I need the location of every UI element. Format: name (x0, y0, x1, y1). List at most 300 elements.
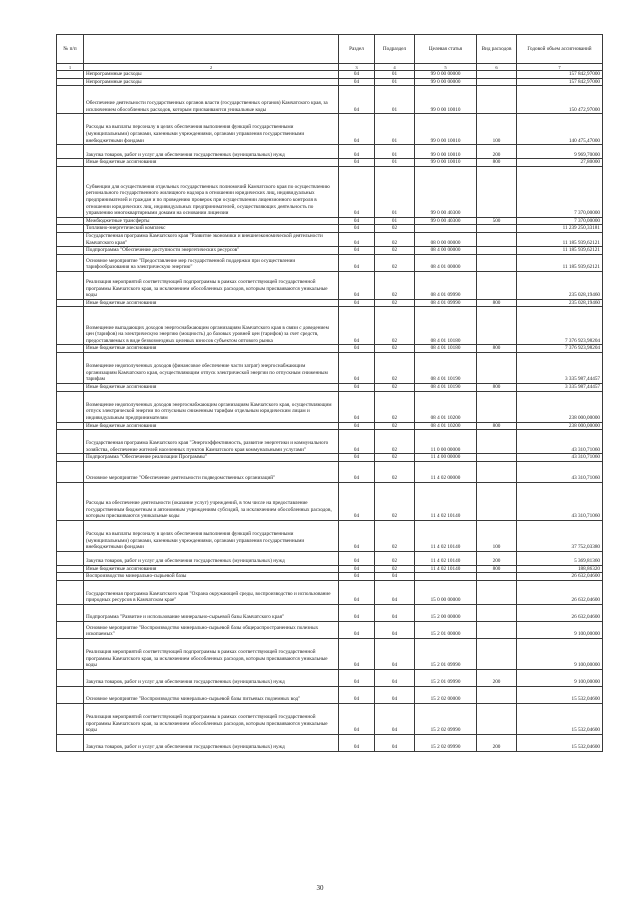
row-sum-cell: 9 100,00000 (517, 638, 603, 669)
row-name-cell: Иные бюджетные ассигнования (84, 345, 339, 353)
column-index: 1 (57, 64, 84, 71)
row-vr-cell (477, 232, 517, 246)
row-sum-cell: 7 376 923,98204 (517, 345, 603, 353)
table-row (57, 430, 603, 454)
row-vr-cell: 800 (477, 383, 517, 391)
row-vr-cell (477, 604, 517, 621)
row-name-cell: Государственная программа Камчатского края "Охрана окружающей среды, воспроизводство и использование природных ресурсов в Камчатском крае" (84, 580, 339, 604)
row-podrazdel-cell: 04 (375, 621, 415, 638)
row-vr-cell: 200 (477, 551, 517, 565)
row-podrazdel-cell: 01 (375, 166, 415, 217)
row-csr-cell: 15 2 00 00000 (415, 604, 477, 621)
row-razdel-cell: 04 (339, 422, 375, 430)
row-num-cell (57, 271, 84, 299)
row-num-cell (57, 391, 84, 422)
header-name (84, 35, 339, 64)
table-row (57, 232, 603, 246)
row-name-cell: Подпрограмма "Обеспечение реализации Программы" (84, 454, 339, 462)
row-vr-cell (477, 391, 517, 422)
row-csr-cell: 11 4 00 00000 (415, 454, 477, 462)
row-sum-cell: 7 370,00000 (517, 166, 603, 217)
row-csr-cell: 15 2 02 09990 (415, 703, 477, 734)
row-vr-cell (477, 461, 517, 482)
row-num-cell (57, 580, 84, 604)
row-sum-cell: 9 100,00000 (517, 669, 603, 686)
row-num-cell (57, 482, 84, 520)
row-csr-cell: 11 0 00 00000 (415, 430, 477, 454)
row-vr-cell (477, 71, 517, 79)
column-index: 7 (517, 64, 603, 71)
row-podrazdel-cell: 04 (375, 604, 415, 621)
row-razdel-cell: 04 (339, 580, 375, 604)
row-num-cell (57, 114, 84, 145)
row-podrazdel-cell: 02 (375, 299, 415, 307)
row-name-cell: Закупка товаров, работ и услуг для обеспечения государственных (муниципальных) нужд (84, 669, 339, 686)
row-name-cell: Государственная программа Камчатского края "Энергоэффективность, развитие энергетики и коммунального хозяйства, обеспечение жителей населенных пунктов Камчатского края коммунальными услугами" (84, 430, 339, 454)
row-num-cell (57, 217, 84, 225)
row-num-cell (57, 573, 84, 581)
row-sum-cell: 150 472,97000 (517, 86, 603, 114)
row-podrazdel-cell: 01 (375, 145, 415, 159)
row-sum-cell: 43 310,71060 (517, 430, 603, 454)
row-csr-cell: 99 0 00 10010 (415, 86, 477, 114)
row-podrazdel-cell: 02 (375, 551, 415, 565)
row-csr-cell: 15 2 02 09990 (415, 734, 477, 751)
row-podrazdel-cell: 02 (375, 254, 415, 271)
row-csr-cell: 11 4 02 10140 (415, 482, 477, 520)
table-row (57, 573, 603, 581)
row-sum-cell: 3 335 987,44457 (517, 352, 603, 383)
header-csr: Целевая статья (415, 35, 477, 64)
row-podrazdel-cell: 02 (375, 225, 415, 233)
row-podrazdel-cell: 02 (375, 565, 415, 573)
row-sum-cell: 11 185 939,62121 (517, 247, 603, 255)
row-csr-cell: 11 4 02 10140 (415, 565, 477, 573)
row-csr-cell: 08 4 01 09990 (415, 299, 477, 307)
row-csr-cell: 99 0 00 40300 (415, 166, 477, 217)
row-vr-cell: 500 (477, 217, 517, 225)
row-csr-cell (415, 225, 477, 233)
row-num-cell (57, 307, 84, 345)
table-row (57, 383, 603, 391)
row-num-cell (57, 604, 84, 621)
row-vr-cell: 100 (477, 520, 517, 551)
column-index-row (57, 64, 603, 71)
row-razdel-cell: 04 (339, 299, 375, 307)
row-razdel-cell: 04 (339, 520, 375, 551)
column-index: 5 (415, 64, 477, 71)
row-vr-cell (477, 307, 517, 345)
row-num-cell (57, 551, 84, 565)
row-name-cell: Реализация мероприятий соответствующей подпрограммы в рамках соответствующей государственной программы Камчатского края, за исключением обособленных расходов, которым присваиваются уникальные коды (84, 271, 339, 299)
row-num-cell (57, 299, 84, 307)
table-row (57, 638, 603, 669)
row-vr-cell (477, 621, 517, 638)
row-razdel-cell: 04 (339, 159, 375, 167)
row-sum-cell: 15 532,04600 (517, 703, 603, 734)
row-razdel-cell: 04 (339, 225, 375, 233)
row-vr-cell: 200 (477, 145, 517, 159)
row-razdel-cell: 04 (339, 254, 375, 271)
row-sum-cell: 9 969,70000 (517, 145, 603, 159)
table-row (57, 299, 603, 307)
row-name-cell: Непрограммные расходы (84, 78, 339, 86)
row-num-cell (57, 621, 84, 638)
row-num-cell (57, 686, 84, 703)
row-name-cell: Возмещение недополученных доходов энергоснабжающим организациям Камчатского края, осуществляющим отпуск электрической энергии по отпускным сниженным тарифам отдельным юридическим лицам и индивидуальным предпринимателям (84, 391, 339, 422)
row-vr-cell: 100 (477, 114, 517, 145)
row-sum-cell: 26 632,04600 (517, 580, 603, 604)
row-name-cell: Субвенции для осуществления отдельных государственных полномочий Камчатского края по осуществлению регионального государственного жилищного надзора в отношении юридических лиц, индивидуальных предпринимателей и граждан и по проведению проверок при осуществлении лицензионного контроля в отношении юридических лиц, индивидуальных предпринимателей, осуществляющих деятельность по управлению многоквартирными домами на основании лицензии (84, 166, 339, 217)
row-sum-cell: 235 028,19460 (517, 271, 603, 299)
row-csr-cell: 15 2 01 00000 (415, 621, 477, 638)
row-name-cell: Воспроизводство минерально-сырьевой базы (84, 573, 339, 581)
row-sum-cell: 3 335 987,44457 (517, 383, 603, 391)
table-row (57, 254, 603, 271)
header-podrazdel: Подраздел (375, 35, 415, 64)
row-razdel-cell: 04 (339, 551, 375, 565)
row-csr-cell: 08 4 01 10200 (415, 422, 477, 430)
row-razdel-cell: 04 (339, 430, 375, 454)
row-sum-cell: 11 239 250,33181 (517, 225, 603, 233)
row-num-cell (57, 78, 84, 86)
row-name-cell: Расходы на выплаты персоналу в целях обеспечения выполнения функций государственными (муниципальными) органами, казенными учреждениями, органами управления государственными внебюджетными фондами (84, 114, 339, 145)
row-vr-cell (477, 573, 517, 581)
row-vr-cell (477, 454, 517, 462)
row-razdel-cell: 04 (339, 686, 375, 703)
row-name-cell: Возмещение недополученных доходов (финансовое обеспечение части затрат) энергоснабжающим организациям Камчатского края, осуществляющим отпуск электрической энергии по отпускным сниженным тарифам (84, 352, 339, 383)
table-row (57, 145, 603, 159)
row-podrazdel-cell: 02 (375, 482, 415, 520)
row-name-cell: Иные бюджетные ассигнования (84, 299, 339, 307)
table-row (57, 669, 603, 686)
row-razdel-cell: 04 (339, 461, 375, 482)
row-csr-cell: 99 0 00 10010 (415, 159, 477, 167)
row-name-cell: Иные бюджетные ассигнования (84, 383, 339, 391)
row-csr-cell: 08 4 00 00000 (415, 247, 477, 255)
table-row (57, 454, 603, 462)
row-csr-cell: 15 2 02 00000 (415, 686, 477, 703)
row-sum-cell: 188,86320 (517, 565, 603, 573)
table-row (57, 114, 603, 145)
row-name-cell: Основное мероприятие "Предоставление мер государственной поддержки при осуществлении тарифообразования на электрическую энергию" (84, 254, 339, 271)
row-vr-cell (477, 580, 517, 604)
table-row (57, 271, 603, 299)
row-csr-cell: 08 4 01 10190 (415, 383, 477, 391)
row-num-cell (57, 734, 84, 751)
row-podrazdel-cell: 01 (375, 86, 415, 114)
table-row (57, 352, 603, 383)
table-row (57, 686, 603, 703)
row-csr-cell: 08 4 01 00000 (415, 254, 477, 271)
header-sum: Годовой объем ассигнований (517, 35, 603, 64)
row-name-cell: Государственная программа Камчатского края "Развитие экономики и внешнеэкономической деятельности Камчатского края" (84, 232, 339, 246)
row-num-cell (57, 352, 84, 383)
table-body (57, 71, 603, 752)
row-sum-cell: 26 632,04600 (517, 604, 603, 621)
row-vr-cell: 200 (477, 669, 517, 686)
table-row (57, 86, 603, 114)
row-csr-cell (415, 573, 477, 581)
row-num-cell (57, 345, 84, 353)
row-sum-cell: 5 369,81360 (517, 551, 603, 565)
row-podrazdel-cell: 04 (375, 638, 415, 669)
row-name-cell: Непрограммные расходы (84, 71, 339, 79)
row-vr-cell (477, 686, 517, 703)
row-csr-cell: 99 0 00 40300 (415, 217, 477, 225)
row-razdel-cell: 04 (339, 232, 375, 246)
row-name-cell: Межбюджетные трансферты (84, 217, 339, 225)
row-num-cell (57, 166, 84, 217)
row-num-cell (57, 461, 84, 482)
row-name-cell: Основное мероприятие "Воспроизводство минерально-сырьевой базы общераспространенных полезных ископаемых" (84, 621, 339, 638)
row-razdel-cell: 04 (339, 565, 375, 573)
row-vr-cell (477, 166, 517, 217)
row-vr-cell (477, 247, 517, 255)
row-name-cell: Основное мероприятие "Воспроизводство минерально-сырьевой базы питьевых подземных вод" (84, 686, 339, 703)
row-name-cell: Обеспечение деятельности государственных органов власти (государственных органов) Камчатского края, за исключением обособленных расходов, которым присваиваются уникальные коды (84, 86, 339, 114)
row-razdel-cell: 04 (339, 86, 375, 114)
row-podrazdel-cell: 02 (375, 520, 415, 551)
row-num-cell (57, 454, 84, 462)
row-sum-cell: 43 310,71060 (517, 482, 603, 520)
table-row (57, 520, 603, 551)
row-podrazdel-cell: 02 (375, 307, 415, 345)
column-index: 2 (84, 64, 339, 71)
table-row (57, 307, 603, 345)
table-row (57, 217, 603, 225)
table-row (57, 345, 603, 353)
row-razdel-cell: 04 (339, 166, 375, 217)
row-razdel-cell: 04 (339, 573, 375, 581)
row-podrazdel-cell: 04 (375, 669, 415, 686)
row-vr-cell (477, 430, 517, 454)
row-sum-cell: 37 752,03380 (517, 520, 603, 551)
row-csr-cell: 08 4 01 09990 (415, 271, 477, 299)
row-num-cell (57, 383, 84, 391)
table-row (57, 391, 603, 422)
row-num-cell (57, 254, 84, 271)
table-row (57, 461, 603, 482)
row-csr-cell: 08 4 01 10190 (415, 352, 477, 383)
row-razdel-cell: 04 (339, 482, 375, 520)
row-razdel-cell: 04 (339, 391, 375, 422)
row-vr-cell (477, 703, 517, 734)
row-razdel-cell: 04 (339, 78, 375, 86)
row-podrazdel-cell: 04 (375, 686, 415, 703)
row-sum-cell: 11 185 939,62121 (517, 232, 603, 246)
row-vr-cell (477, 271, 517, 299)
row-podrazdel-cell: 02 (375, 391, 415, 422)
row-sum-cell: 238 000,00000 (517, 422, 603, 430)
row-razdel-cell: 04 (339, 454, 375, 462)
row-sum-cell: 11 185 939,62121 (517, 254, 603, 271)
row-vr-cell (477, 86, 517, 114)
table-row (57, 422, 603, 430)
page-number: 30 (316, 884, 324, 892)
row-csr-cell: 15 2 01 09990 (415, 669, 477, 686)
row-name-cell: Подпрограмма "Обеспечение доступности энергетических ресурсов" (84, 247, 339, 255)
row-num-cell (57, 520, 84, 551)
row-name-cell: Реализация мероприятий соответствующей подпрограммы в рамках соответствующей государственной программы Камчатского края, за исключением обособленных расходов, которым присваиваются уникальные коды (84, 638, 339, 669)
row-podrazdel-cell: 02 (375, 461, 415, 482)
row-sum-cell: 157 842,97000 (517, 78, 603, 86)
row-razdel-cell: 04 (339, 734, 375, 751)
row-sum-cell: 27,80000 (517, 159, 603, 167)
row-csr-cell: 08 4 01 10180 (415, 345, 477, 353)
row-sum-cell: 43 310,71060 (517, 461, 603, 482)
row-razdel-cell: 04 (339, 383, 375, 391)
row-sum-cell: 157 842,97000 (517, 71, 603, 79)
row-name-cell: Закупка товаров, работ и услуг для обеспечения государственных (муниципальных) нужд (84, 551, 339, 565)
table-row (57, 565, 603, 573)
row-num-cell (57, 232, 84, 246)
row-podrazdel-cell: 04 (375, 573, 415, 581)
table-row (57, 166, 603, 217)
row-sum-cell: 7 370,00000 (517, 217, 603, 225)
row-num-cell (57, 703, 84, 734)
row-sum-cell: 43 310,71060 (517, 454, 603, 462)
row-podrazdel-cell: 02 (375, 352, 415, 383)
row-razdel-cell: 04 (339, 345, 375, 353)
row-num-cell (57, 145, 84, 159)
table-row (57, 580, 603, 604)
row-razdel-cell: 04 (339, 604, 375, 621)
table-row (57, 604, 603, 621)
row-csr-cell: 08 0 00 00000 (415, 232, 477, 246)
row-csr-cell: 08 4 01 10200 (415, 391, 477, 422)
row-num-cell (57, 430, 84, 454)
row-num-cell (57, 225, 84, 233)
row-vr-cell (477, 482, 517, 520)
row-vr-cell: 800 (477, 159, 517, 167)
row-podrazdel-cell: 02 (375, 247, 415, 255)
row-podrazdel-cell: 02 (375, 454, 415, 462)
row-name-cell: Расходы на обеспечение деятельности (оказание услуг) учреждений, в том числе на предоставление государственным бюджетным и автономным учреждениям субсидий, за исключением обособленных расходов, которым присваиваются уникальные коды (84, 482, 339, 520)
row-sum-cell: 15 532,04600 (517, 734, 603, 751)
row-sum-cell: 238 000,00000 (517, 391, 603, 422)
table-row (57, 621, 603, 638)
row-podrazdel-cell: 04 (375, 734, 415, 751)
row-razdel-cell: 04 (339, 703, 375, 734)
header-num: № п/п (57, 35, 84, 64)
row-name-cell: Возмещение выпадающих доходов энергоснабжающим организациям Камчатского края в связи с доведением цен (тарифов) на электрическую энергию (мощность) до базовых уровней цен (тарифов) за счет средств, предоставляемых в виде безвозмездных целевых взносов субъектом оптового рынка (84, 307, 339, 345)
row-razdel-cell: 04 (339, 145, 375, 159)
row-num-cell (57, 638, 84, 669)
row-podrazdel-cell: 04 (375, 703, 415, 734)
row-csr-cell: 08 4 01 10180 (415, 307, 477, 345)
row-podrazdel-cell: 02 (375, 422, 415, 430)
row-podrazdel-cell: 04 (375, 580, 415, 604)
row-sum-cell: 26 632,04600 (517, 573, 603, 581)
row-num-cell (57, 71, 84, 79)
row-razdel-cell: 04 (339, 247, 375, 255)
row-podrazdel-cell: 01 (375, 114, 415, 145)
row-vr-cell (477, 638, 517, 669)
row-csr-cell: 99 0 00 10010 (415, 114, 477, 145)
row-podrazdel-cell: 01 (375, 78, 415, 86)
table-row (57, 734, 603, 751)
row-podrazdel-cell: 02 (375, 430, 415, 454)
header-razdel: Раздел (339, 35, 375, 64)
row-num-cell (57, 247, 84, 255)
row-csr-cell: 15 0 00 00000 (415, 580, 477, 604)
row-razdel-cell: 04 (339, 271, 375, 299)
row-vr-cell: 800 (477, 345, 517, 353)
row-podrazdel-cell: 02 (375, 271, 415, 299)
row-vr-cell (477, 254, 517, 271)
row-csr-cell: 15 2 01 09990 (415, 638, 477, 669)
table-row (57, 225, 603, 233)
row-razdel-cell: 04 (339, 71, 375, 79)
row-num-cell (57, 422, 84, 430)
budget-table (56, 34, 603, 752)
row-name-cell: Реализация мероприятий соответствующей подпрограммы в рамках соответствующей государственной программы Камчатского края, за исключением обособленных расходов, которым присваиваются уникальные коды (84, 703, 339, 734)
row-razdel-cell: 04 (339, 638, 375, 669)
row-vr-cell: 800 (477, 422, 517, 430)
row-razdel-cell: 04 (339, 114, 375, 145)
row-csr-cell: 11 4 02 10140 (415, 520, 477, 551)
row-vr-cell (477, 225, 517, 233)
row-name-cell: Основное мероприятие "Обеспечение деятельности подведомственных организаций" (84, 461, 339, 482)
row-name-cell: Подпрограмма "Развитие и использование минерально-сырьевой базы Камчатского края" (84, 604, 339, 621)
table-row (57, 247, 603, 255)
row-num-cell (57, 565, 84, 573)
row-sum-cell: 9 100,00000 (517, 621, 603, 638)
table-row (57, 78, 603, 86)
column-index: 3 (339, 64, 375, 71)
row-name-cell: Закупка товаров, работ и услуг для обеспечения государственных (муниципальных) нужд (84, 734, 339, 751)
row-csr-cell: 99 0 00 00000 (415, 71, 477, 79)
row-podrazdel-cell: 02 (375, 345, 415, 353)
row-razdel-cell: 04 (339, 217, 375, 225)
table-row (57, 703, 603, 734)
row-podrazdel-cell: 02 (375, 383, 415, 391)
row-razdel-cell: 04 (339, 669, 375, 686)
row-vr-cell (477, 352, 517, 383)
row-name-cell: Иные бюджетные ассигнования (84, 565, 339, 573)
row-razdel-cell: 04 (339, 307, 375, 345)
row-name-cell: Иные бюджетные ассигнования (84, 422, 339, 430)
row-podrazdel-cell: 01 (375, 217, 415, 225)
row-vr-cell: 800 (477, 299, 517, 307)
row-podrazdel-cell: 01 (375, 159, 415, 167)
table-row (57, 159, 603, 167)
column-index: 6 (477, 64, 517, 71)
row-vr-cell: 800 (477, 565, 517, 573)
header-vr: Вид расходов (477, 35, 517, 64)
table-row (57, 551, 603, 565)
row-sum-cell: 15 532,04600 (517, 686, 603, 703)
table-header-row (57, 35, 603, 64)
row-csr-cell: 11 4 02 00000 (415, 461, 477, 482)
row-num-cell (57, 86, 84, 114)
row-sum-cell: 7 376 923,98204 (517, 307, 603, 345)
row-csr-cell: 99 0 00 00000 (415, 78, 477, 86)
row-vr-cell: 200 (477, 734, 517, 751)
table-row (57, 482, 603, 520)
row-name-cell: Расходы на выплаты персоналу в целях обеспечения выполнения функций государственными (муниципальными) органами, казенными учреждениями, органами управления государственными внебюджетными фондами (84, 520, 339, 551)
row-name-cell: Топливно-энергетический комплекс (84, 225, 339, 233)
row-sum-cell: 235 028,19460 (517, 299, 603, 307)
row-csr-cell: 11 4 02 10140 (415, 551, 477, 565)
row-vr-cell (477, 78, 517, 86)
row-name-cell: Иные бюджетные ассигнования (84, 159, 339, 167)
row-podrazdel-cell: 02 (375, 232, 415, 246)
table-row (57, 71, 603, 79)
row-name-cell: Закупка товаров, работ и услуг для обеспечения государственных (муниципальных) нужд (84, 145, 339, 159)
row-csr-cell: 99 0 00 10010 (415, 145, 477, 159)
